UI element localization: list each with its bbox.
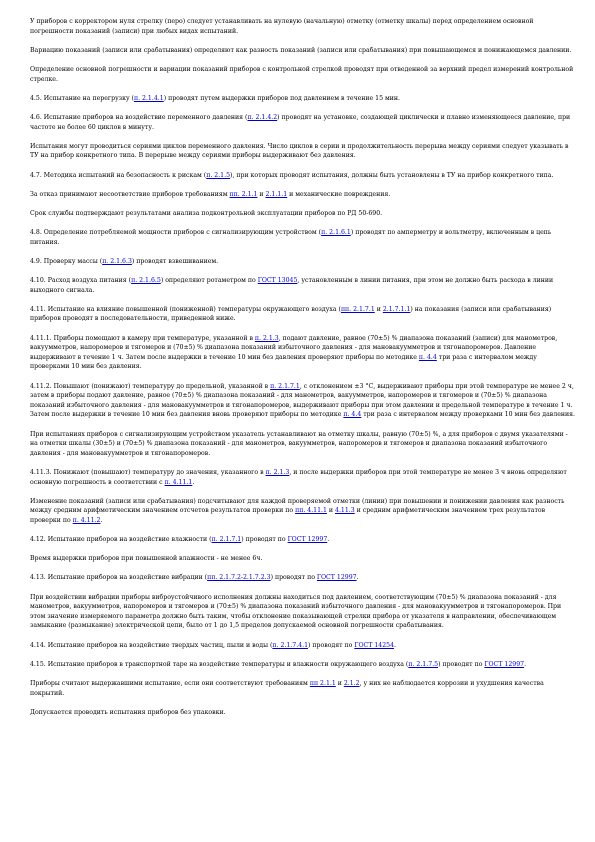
paragraph: При испытаниях приборов с сигнализирующим устройством указатель устанавливают на отметку шкалы, равную (70±5) %, а для приборов с двумя указателями - на отметки шкалы (30±5) и (70±5) % диапазона показаний - для манометров, вакуумметров, напоромеров и тягомеров и диапазона показаний избыточного давления - для мановакуумметров и тягонапоромеров. [30,430,568,457]
clause-link[interactable]: п. 2.1.6.1 [321,229,351,237]
paragraph-4-11-1: 4.11.1. Приборы помещают в камеру при температуре, указанной в п. 2.1.3, подают давление, равное (70±5) % диапазона показаний (записи) для манометров, вакуумметров, напоромеров и тягомеров и (70±5) % диапазона показаний избыточного давления - для мановакуумметров и тягонапоромеров. Давление выдерживают в течение 1 ч. Затем после выдержки в течение 10 мин без давления проверяют приборы по методике п. 4.4 три раза с интервалом между проверками 10 мин без давления. [30,334,558,371]
clause-link[interactable]: п. 2.1.5 [206,171,231,179]
paragraph-4-11: 4.11. Испытание на влияние повышенной (пониженной) температуры окружающего воздуха (пп. 2.1.7.1 и 2.1.7.1.1) на показания (записи или срабатывания) приборов проводят в последовательности, приведенной ниже. [30,305,552,323]
standard-link[interactable]: ГОСТ 12997 [287,536,328,544]
clause-link[interactable]: 2.1.2 [343,679,360,687]
clause-link[interactable]: п. 2.1.7.1 [211,536,242,544]
paragraph-4-10: 4.10. Расход воздуха питания (п. 2.1.6.5) определяют ротаметром по ГОСТ 13045, установленным в линии питания, при этом не должно быть расхода в линии выходного сигнала. [30,277,554,294]
clause-link[interactable]: п. 2.1.3 [254,334,279,342]
paragraph: Испытания могут проводиться сериями циклов переменного давления. Число циклов в серии и продолжительность перерыва между сериями следует указывать в ТУ на прибор конкретного типа. В перерыве между сериями приборы выдерживают без давления. [30,142,569,160]
paragraph: За отказ принимают несоответствие приборов требованиям пп. 2.1.1 и 2.1.1.1 и механические повреждения. [30,190,391,198]
standard-link[interactable]: ГОСТ 12997 [484,660,525,668]
clause-link[interactable]: 4.11.3 [335,507,355,515]
clause-link[interactable]: п. 2.1.3 [265,468,290,476]
clause-link[interactable]: 2.1.1.1 [265,190,288,198]
paragraph-4-12: 4.12. Испытание приборов на воздействие влажности (п. 2.1.7.1) проводят по ГОСТ 12997. [30,536,330,544]
paragraph-4-14: 4.14. Испытание приборов на воздействие твердых частиц, пыли и воды (п. 2.1.7.4.1) проводят по ГОСТ 14254. [30,641,396,649]
paragraph-4-11-2: 4.11.2. Повышают (понижают) температуру до предельной, указанной в п. 2.1.7.1, с отклонением ±3 °С, выдерживают приборы при этой температуре не менее 2 ч, затем в приборы подают давление, равное (70±5) % диапазона показаний - для манометров, вакуумметров, напоромеров и тягомеров и (70±5) % диапазона показаний избыточного давления - для мановакуумметров и тягонапоромеров, выдерживают приборы при этом давлении и предельной температуре в течение 1 ч. Затем после выдержки в течение 10 мин без давления вновь проверяют приборы по методике п. 4.4 три раза с интервалом между проверками 10 мин без давления. [30,382,575,419]
paragraph-4-9: 4.9. Проверку массы (п. 2.1.6.3) проводят взвешиванием. [30,257,219,265]
paragraph-4-7: 4.7. Методика испытаний на безопасность к рискам (п. 2.1.5), при которых проводят испытания, должны быть установлены в ТУ на прибор конкретного типа. [30,171,554,179]
paragraph: Допускается проводить испытания приборов без упаковки. [30,708,226,716]
clause-link[interactable]: пп. 2.1.7.2-2.1.7.2.3 [207,574,271,582]
clause-link[interactable]: пп. 2.1.7.1 [340,305,375,313]
paragraph: У приборов с корректором нуля стрелку (перо) следует устанавливать на нулевую (начальную) отметку (отметку шкалы) перед определением основной погрешности показаний (записи) при любых видах испытаний. [30,18,534,35]
paragraph: Вариацию показаний (записи или срабатывания) определяют как разность показаний (записи или срабатывания) при повышающемся и понижающемся давлении. [30,46,572,54]
standard-link[interactable]: ГОСТ 13045 [257,277,298,285]
standard-link[interactable]: ГОСТ 14254 [354,641,395,649]
clause-link[interactable]: пп. 2.1.1 [229,190,258,198]
document-body [30,17,575,727]
clause-link[interactable]: пп. 4.11.1 [295,507,327,515]
clause-link[interactable]: п. 2.1.7.1 [270,382,300,390]
paragraph-4-6: 4.6. Испытание приборов на воздействие переменного давления (п. 2.1.4.2) проводят на установке, создающей циклически и плавно изменяющееся давление, при частоте не более 60 циклов в минуту. [30,113,571,131]
paragraph: При воздействии вибрации приборы виброустойчивого исполнения должны находиться под давлением, соответствующим (70±5) % диапазона показаний - для манометров, вакуумметров, напоромеров и тягомеров и (70±5) % диапазона показаний избыточного давления - для мановакуумметров и тягонапоромеров. При этом значение измеряемого параметра должно быть таким, чтобы отклонение показывающей стрелки прибора от указателя в направлении, обеспечивающем замыкание (размыкание) электрической цепи, было от 1 до 1,5 пределов допускаемой основной погрешности срабатывания. [30,593,562,630]
paragraph-4-11-3: 4.11.3. Понижают (повышают) температуру до значения, указанного в п. 2.1.3, и после выдержки приборов при этой температуре не менее 3 ч вновь определяют основную погрешность в соответствии с п. 4.11.1. [30,468,567,486]
clause-link[interactable]: п. 2.1.7.5 [408,660,439,668]
standard-link[interactable]: ГОСТ 12997 [316,574,357,582]
clause-link[interactable]: п. 4.4 [343,411,362,419]
paragraph: Срок службы подтверждают результатами анализа подконтрольной эксплуатации приборов по РД 50-690. [30,209,383,217]
clause-link[interactable]: п. 4.4 [418,353,437,361]
clause-link[interactable]: п. 2.1.6.3 [102,257,132,265]
clause-link[interactable]: пп 2.1.1 [309,679,336,687]
paragraph: Приборы считают выдержавшими испытание, если они соответствуют требованиям пп 2.1.1 и 2.1.2, у них не наблюдается коррозии и ухудшения качества покрытий. [30,679,544,697]
clause-link[interactable]: п. 2.1.4.1 [133,94,164,102]
clause-link[interactable]: п. 2.1.6.5 [131,277,161,285]
clause-link[interactable]: п. 4.11.2 [72,516,101,524]
paragraph: Определение основной погрешности и вариации показаний приборов с контрольной стрелкой проводят при отведенной за верхний предел измерений контрольной стрелке. [30,65,574,83]
paragraph-4-5: 4.5. Испытание на перегрузку (п. 2.1.4.1) проводят путем выдержки приборов под давлением в течение 15 мин. [30,94,401,102]
paragraph: Время выдержки приборов при повышенной влажности - не менее 6ч. [30,555,263,563]
clause-link[interactable]: 2.1.7.1.1 [382,305,411,313]
paragraph-4-13: 4.13. Испытание приборов на воздействие вибрации (пп. 2.1.7.2-2.1.7.2.3) проводят по ГОСТ 12997. [30,574,359,582]
clause-link[interactable]: п. 2.1.4.2 [247,113,278,121]
clause-link[interactable]: п. 4.11.1 [164,478,193,486]
paragraph-4-15: 4.15. Испытание приборов в транспортной таре на воздействие температуры и влажности окружающего воздуха (п. 2.1.7.5) проводят по ГОСТ 12997. [30,660,527,668]
paragraph: Изменение показаний (записи или срабатывания) подсчитывают для каждой проверяемой отметки (линии) при повышении и понижении давления как разность между средним арифметическим значением отсчетов результатов проверки по пп. 4.11.1 и 4.11.3 и средним арифметическим значением трех результатов проверки по п. 4.11.2. [30,497,565,524]
paragraph-4-8: 4.8. Определение потребляемой мощности приборов с сигнализирующим устройством (п. 2.1.6.1) проводят по амперметру и вольтметру, включенным в цепь питания. [30,229,552,246]
clause-link[interactable]: п. 2.1.7.4.1 [272,641,309,649]
